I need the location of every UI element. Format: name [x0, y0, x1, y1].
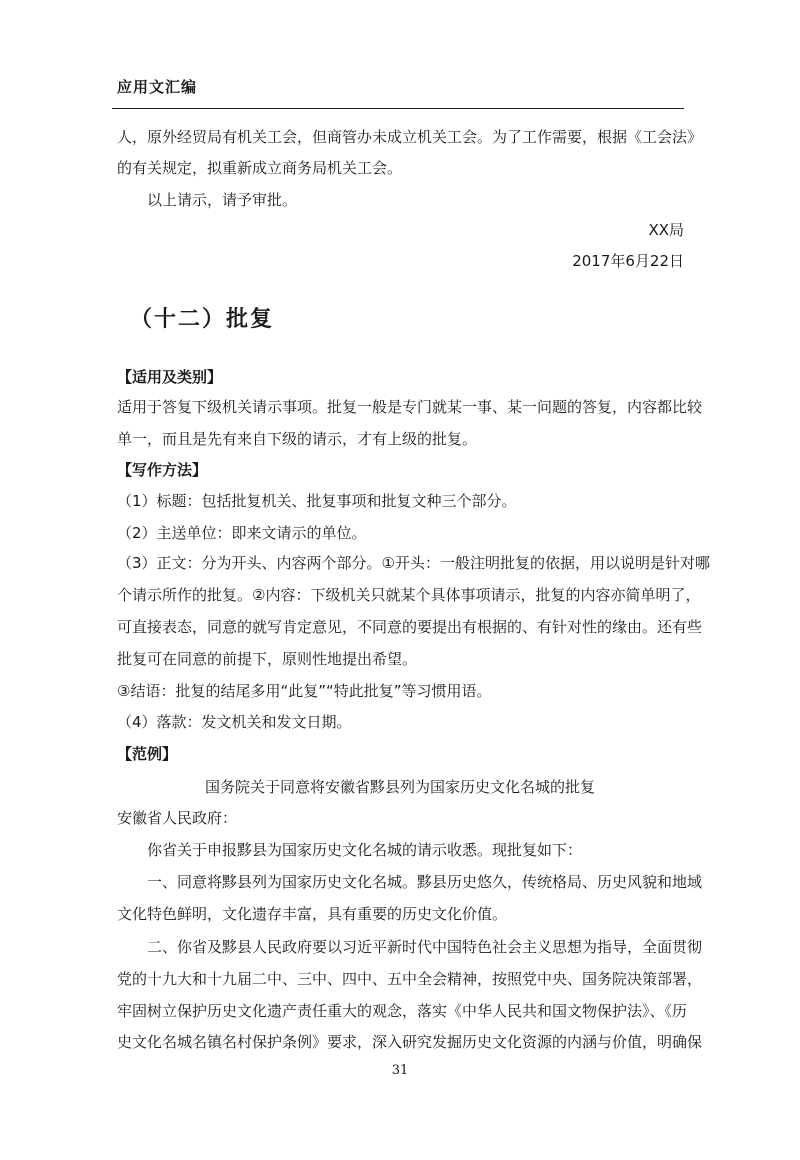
date: 2017年6月22日 [572, 252, 684, 270]
method-line: 个请示所作的批复。②内容：下级机关只就某个具体事项请示，批复的内容亦简单明了， [117, 586, 701, 604]
example-line: 一、同意将黟县列为国家历史文化名城。黟县历史悠久，传统格局、历史风貌和地域 [147, 873, 703, 891]
method-line: （1）标题：包括批复机关、批复事项和批复文种三个部分。 [117, 492, 517, 510]
example-line: 史文化名城名镇名村保护条例》要求，深入研究发掘历史文化资源的内涵与价值，明确保 [117, 1033, 703, 1051]
example-addressee: 安徽省人民政府： [117, 809, 238, 827]
example-line: 牢固树立保护历史文化遗产责任重大的观念，落实《中华人民共和国文物保护法》、《历 [117, 1002, 688, 1020]
example-line: 二、你省及黟县人民政府要以习近平新时代中国特色社会主义思想为指导，全面贯彻 [147, 938, 703, 956]
signature: XX局 [648, 221, 684, 239]
running-header: 应用文汇编 [117, 78, 198, 96]
method-line: 批复可在同意的前提下，原则性地提出希望。 [117, 650, 418, 668]
closing-remark: 以上请示，请予审批。 [147, 191, 298, 209]
method-heading: 【写作方法】 [117, 461, 208, 479]
method-line: （3）正文：分为开头、内容两个部分。①开头：一般注明批复的依据，用以说明是针对哪 [117, 554, 710, 572]
usage-heading: 【适用及类别】 [117, 368, 223, 386]
usage-line: 适用于答复下级机关请示事项。批复一般是专门就某一事、某一问题的答复，内容都比较 [117, 398, 703, 416]
section-title: （十二）批复 [130, 307, 275, 332]
header-divider [112, 108, 684, 109]
example-line: 你省关于申报黟县为国家历史文化名城的请示收悉。现批复如下： [147, 841, 583, 859]
method-line: 可直接表态，同意的就写肯定意见，不同意的要提出有根据的、有针对性的缘由。还有些 [117, 618, 703, 636]
example-document-title: 国务院关于同意将安徽省黟县列为国家历史文化名城的批复 [204, 778, 595, 796]
page-number: 31 [391, 1063, 409, 1078]
prior-text-line: 的有关规定，拟重新成立商务局机关工会。 [117, 159, 403, 177]
example-line: 党的十九大和十九届二中、三中、四中、五中全会精神，按照党中央、国务院决策部署， [117, 970, 703, 988]
example-line: 文化特色鲜明，文化遗存丰富，具有重要的历史文化价值。 [117, 905, 508, 923]
example-heading: 【范例】 [117, 745, 178, 763]
usage-line: 单一，而且是先有来自下级的请示，才有上级的批复。 [117, 430, 478, 448]
method-line: ③结语：批复的结尾多用“此复”“特此批复”等习惯用语。 [117, 682, 492, 700]
method-line: （4）落款：发文机关和发文日期。 [117, 713, 352, 731]
prior-text-line: 人，原外经贸局有机关工会，但商管办未成立机关工会。为了工作需要，根据《工会法》 [117, 128, 703, 146]
method-line: （2）主送单位：即来文请示的单位。 [117, 524, 367, 542]
